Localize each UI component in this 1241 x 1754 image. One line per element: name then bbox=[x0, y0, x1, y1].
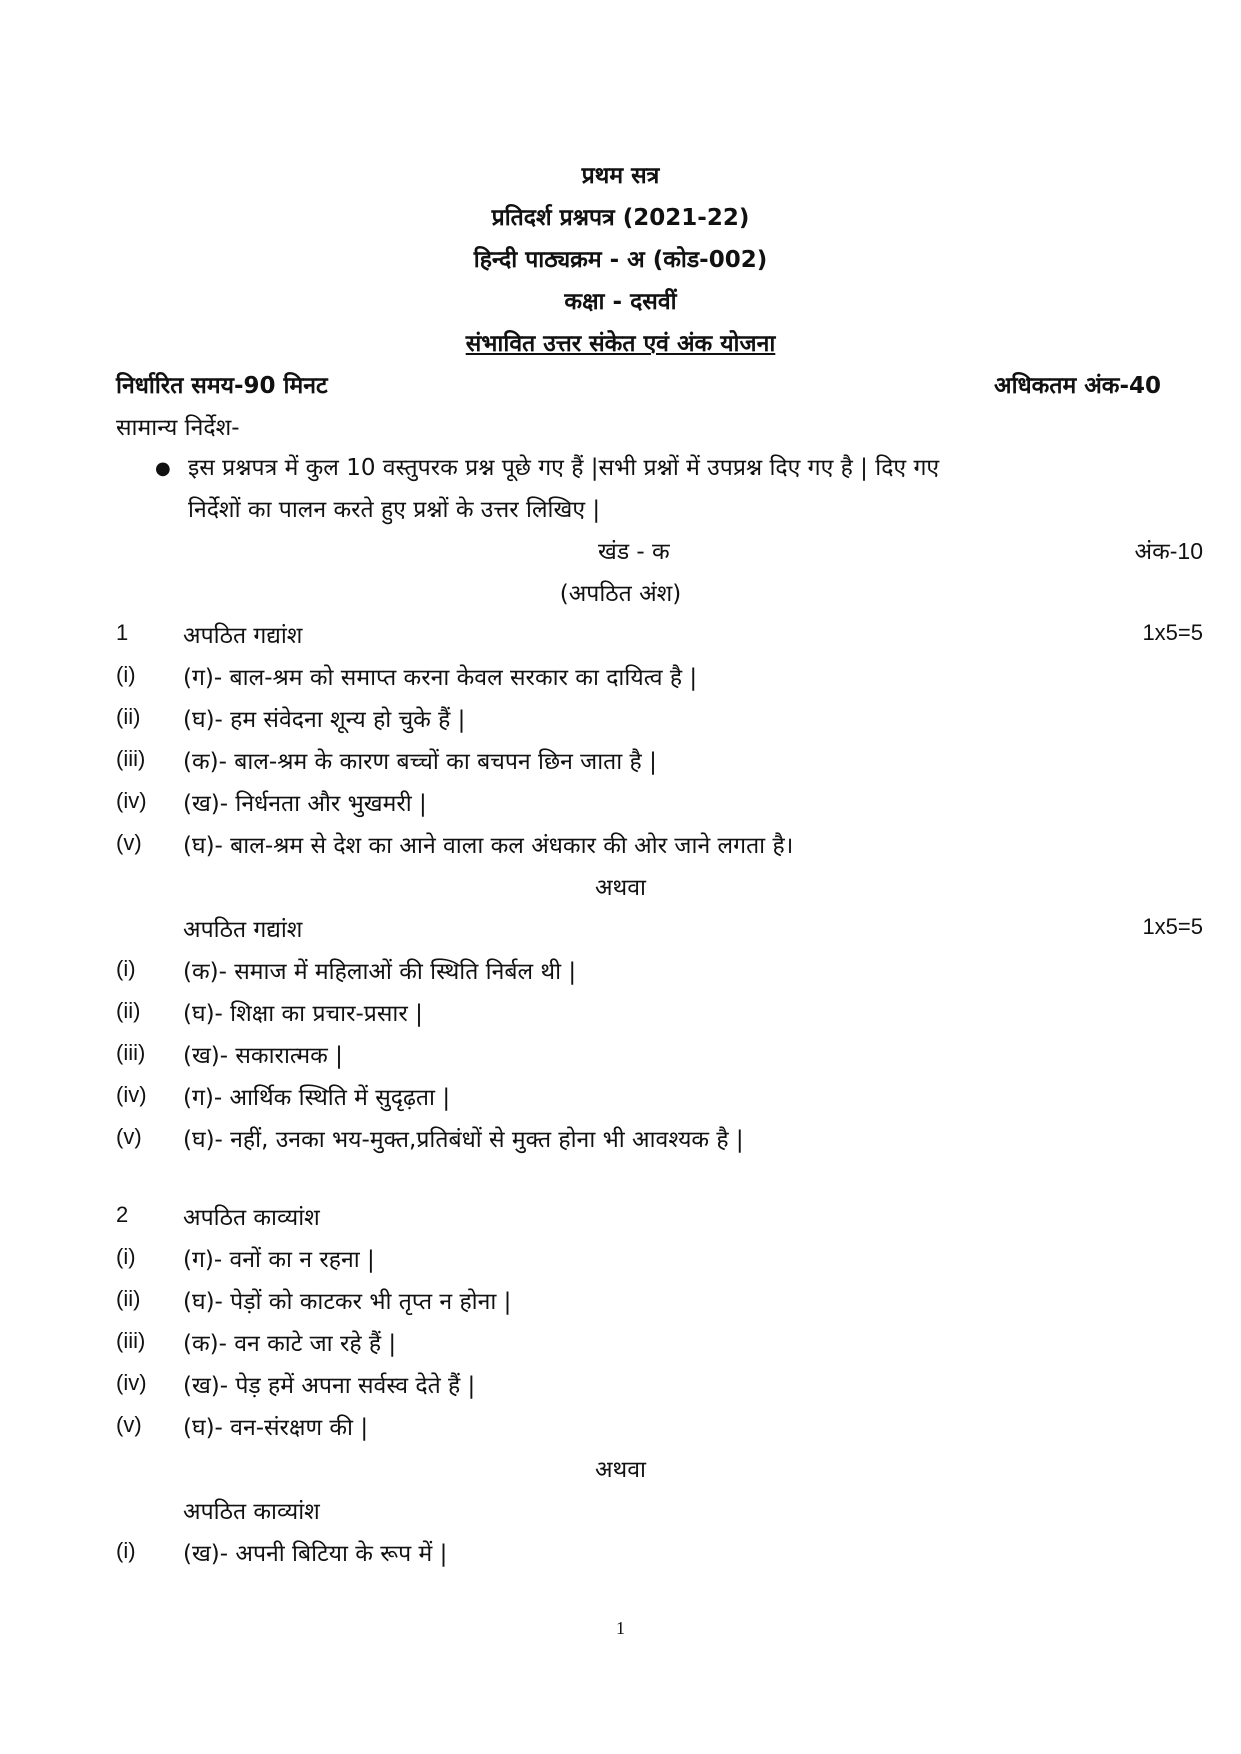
instruction-line-2: निर्देशों का पालन करते हुए प्रश्नों के उत्तर लिखिए | bbox=[188, 497, 601, 523]
answer-number: (i) bbox=[116, 956, 136, 981]
answer-text: (क)- बाल-श्रम के कारण बच्चों का बचपन छिन जाता है | bbox=[183, 749, 657, 775]
question-marks: 1x5=5 bbox=[1142, 620, 1203, 645]
answer-number: (ii) bbox=[116, 704, 141, 729]
answer-text: (क)- वन काटे जा रहे हैं | bbox=[183, 1331, 397, 1357]
answer-number: (ii) bbox=[116, 998, 141, 1023]
answer-number: (iii) bbox=[116, 746, 146, 771]
answer-text: (घ)- शिक्षा का प्रचार-प्रसार | bbox=[183, 1001, 423, 1027]
header-sample-paper: प्रतिदर्श प्रश्नपत्र (2021-22) bbox=[491, 205, 750, 231]
answer-text: (ग)- वनों का न रहना | bbox=[183, 1247, 375, 1273]
section-title: खंड - क bbox=[598, 539, 670, 565]
answer-number: (i) bbox=[116, 1538, 136, 1563]
answer-number: (iv) bbox=[116, 788, 147, 813]
answer-text: (क)- समाज में महिलाओं की स्थिति निर्बल थी | bbox=[183, 959, 577, 985]
answer-text: (ख)- निर्धनता और भुखमरी | bbox=[183, 791, 427, 817]
section-subtitle: (अपठित अंश) bbox=[559, 581, 682, 607]
or-separator: अथवा bbox=[594, 1457, 646, 1483]
question-title: अपठित गद्यांश bbox=[183, 917, 303, 943]
header-term: प्रथम सत्र bbox=[581, 163, 660, 189]
answer-number: (v) bbox=[116, 1412, 142, 1437]
question-number: 2 bbox=[116, 1202, 129, 1227]
header-class: कक्षा - दसवीं bbox=[564, 289, 677, 315]
page-number: 1 bbox=[616, 1618, 625, 1638]
answer-text: (ख)- पेड़ हमें अपना सर्वस्व देते हैं | bbox=[183, 1373, 476, 1399]
header-course: हिन्दी पाठ्यक्रम - अ (कोड-002) bbox=[473, 247, 768, 273]
answer-number: (iii) bbox=[116, 1040, 146, 1065]
bullet-icon: ● bbox=[155, 458, 171, 479]
question-number: 1 bbox=[116, 620, 129, 645]
answer-number: (iv) bbox=[116, 1082, 147, 1107]
header-answer-key-title: संभावित उत्तर संकेत एवं अंक योजना bbox=[465, 331, 776, 357]
question-title: अपठित गद्यांश bbox=[183, 623, 303, 649]
question-title: अपठित काव्यांश bbox=[183, 1499, 320, 1525]
answer-text: (घ)- हम संवेदना शून्य हो चुके हैं | bbox=[183, 707, 466, 733]
answer-text: (ख)- अपनी बिटिया के रूप में | bbox=[183, 1541, 448, 1567]
answer-text: (घ)- वन-संरक्षण की | bbox=[183, 1415, 369, 1441]
answer-number: (ii) bbox=[116, 1286, 141, 1311]
maximum-marks: अधिकतम अंक-40 bbox=[994, 373, 1161, 399]
answer-number: (iii) bbox=[116, 1328, 146, 1353]
answer-text: (ख)- सकारात्मक | bbox=[183, 1043, 343, 1069]
section-marks: अंक-10 bbox=[1134, 538, 1203, 564]
question-marks: 1x5=5 bbox=[1142, 914, 1203, 939]
answer-text: (ग)- बाल-श्रम को समाप्त करना केवल सरकार का दायित्व है | bbox=[183, 665, 698, 691]
time-allowed: निर्धारित समय-90 मिनट bbox=[116, 373, 328, 399]
instruction-line-1: इस प्रश्नपत्र में कुल 10 वस्तुपरक प्रश्न पूछे गए हैं |सभी प्रश्नों में उपप्रश्न दिए गए है | दिए गए bbox=[188, 455, 940, 481]
answer-text: (घ)- पेड़ों को काटकर भी तृप्त न होना | bbox=[183, 1289, 512, 1315]
or-separator: अथवा bbox=[594, 875, 646, 901]
answer-number: (v) bbox=[116, 1124, 142, 1149]
answer-number: (v) bbox=[116, 830, 142, 855]
question-title: अपठित काव्यांश bbox=[183, 1205, 320, 1231]
answer-number: (iv) bbox=[116, 1370, 147, 1395]
general-instructions-heading: सामान्य निर्देश- bbox=[116, 415, 240, 441]
answer-text: (ग)- आर्थिक स्थिति में सुदृढ़ता | bbox=[183, 1085, 451, 1111]
answer-number: (i) bbox=[116, 1244, 136, 1269]
answer-number: (i) bbox=[116, 662, 136, 687]
answer-text: (घ)- नहीं, उनका भय-मुक्त,प्रतिबंधों से मुक्त होना भी आवश्यक है | bbox=[183, 1127, 744, 1153]
answer-text: (घ)- बाल-श्रम से देश का आने वाला कल अंधकार की ओर जाने लगता है। bbox=[183, 833, 794, 859]
